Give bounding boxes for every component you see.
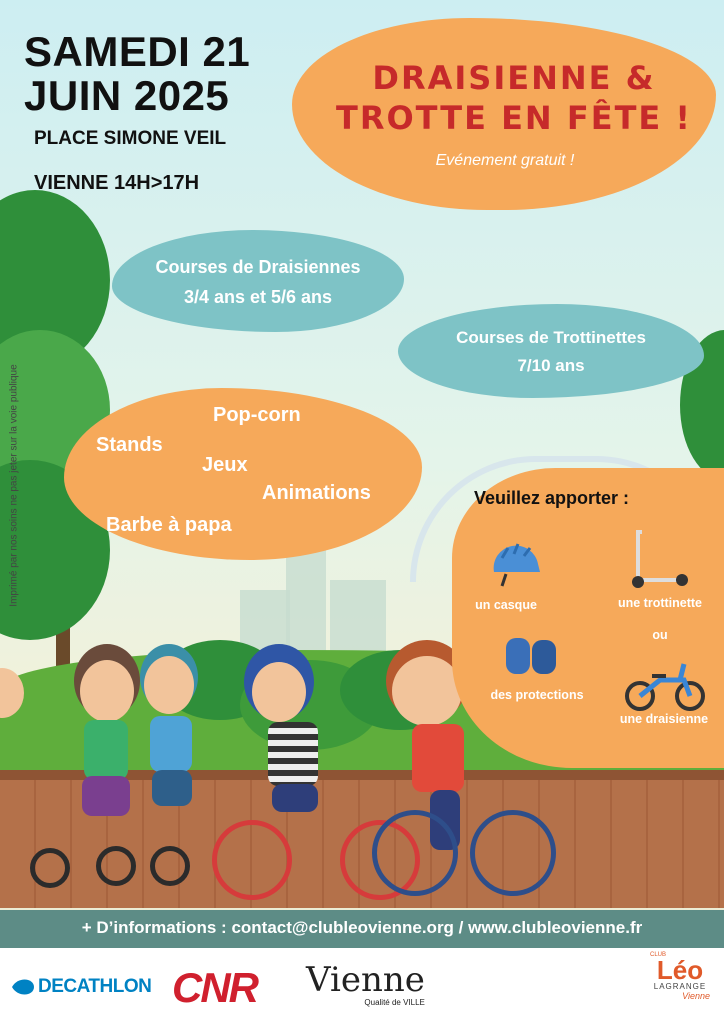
- draisiennes-course: [112, 252, 404, 312]
- knee-pads-icon: [504, 634, 560, 678]
- title-line-1: DRAISIENNE &: [372, 59, 656, 97]
- activity-animations: Animations: [262, 482, 371, 504]
- helmet-icon: [488, 534, 544, 590]
- scooter-icon: [624, 528, 694, 592]
- sponsor-footer: [0, 948, 724, 1024]
- trottinettes-course: [398, 324, 704, 380]
- kid-shirt: [412, 724, 464, 792]
- vienne-tagline: Qualité de VILLE: [364, 998, 425, 1007]
- balance-bike-icon: [624, 660, 708, 712]
- event-date: [24, 30, 250, 118]
- bike-wheel: [470, 810, 556, 896]
- decathlon-mark-icon: [10, 978, 36, 996]
- activity-jeux: Jeux: [202, 454, 248, 476]
- kid-head: [144, 656, 194, 714]
- trottinettes-line-2: 7/10 ans: [517, 356, 585, 375]
- kid-skirt: [82, 776, 130, 816]
- activity-stands: Stands: [96, 434, 163, 456]
- kid-shorts: [272, 784, 318, 812]
- trottinettes-line-1: Courses de Trottinettes: [456, 328, 646, 347]
- kid-head-helmet: [252, 662, 306, 722]
- club-city: Vienne: [682, 991, 710, 1001]
- decathlon-wordmark: DECATHLON: [38, 976, 152, 997]
- item-protections: des protections: [490, 688, 584, 702]
- club-sub: LAGRANGE: [653, 982, 707, 991]
- cnr-logo: CNR: [172, 964, 257, 1011]
- item-ou: ou: [652, 628, 668, 642]
- club-prefix: CLUB: [650, 952, 667, 958]
- activity-barbe-a-papa: Barbe à papa: [106, 514, 232, 536]
- event-title: [324, 58, 704, 138]
- item-casque: un casque: [475, 598, 537, 612]
- event-city-time: VIENNE 14H>17H: [34, 172, 200, 194]
- date-line-2: JUIN 2025: [24, 72, 230, 119]
- event-subtitle: Evénement gratuit !: [435, 152, 575, 169]
- kid-shorts: [152, 770, 192, 806]
- leo-lagrange-logo: [650, 952, 710, 1001]
- draisiennes-line-1: Courses de Draisiennes: [155, 257, 361, 277]
- title-line-2: TROTTE EN FÊTE !: [336, 99, 692, 137]
- kid-striped-shirt: [268, 722, 318, 786]
- vienne-wordmark: Vienne: [306, 960, 425, 1000]
- kid-head: [80, 660, 134, 722]
- scooter-wheel: [96, 846, 136, 886]
- decathlon-logo: [10, 976, 151, 998]
- kid-shirt: [150, 716, 192, 772]
- activity-popcorn: Pop-corn: [213, 404, 301, 426]
- date-line-1: SAMEDI 21: [24, 28, 251, 75]
- event-place: PLACE SIMONE VEIL: [34, 128, 227, 149]
- item-trottinette: une trottinette: [617, 596, 703, 610]
- draisiennes-line-2: 3/4 ans et 5/6 ans: [183, 287, 333, 307]
- scooter-wheel: [30, 848, 70, 888]
- kid-shirt: [84, 720, 128, 780]
- club-name: Léo: [656, 955, 704, 985]
- scooter-wheel: [150, 846, 190, 886]
- info-text[interactable]: + D’informations : contact@clubleovienne.org / www.clubleovienne.fr: [81, 918, 643, 937]
- side-note: Imprimé par nos soins ne pas jeter sur la voie publique: [8, 364, 20, 607]
- bring-list-title: Veuillez apporter :: [474, 488, 630, 508]
- bike-wheel: [372, 810, 458, 896]
- bike-wheel: [212, 820, 292, 900]
- item-draisienne: une draisienne: [619, 712, 709, 726]
- vienne-logo: [306, 962, 425, 1007]
